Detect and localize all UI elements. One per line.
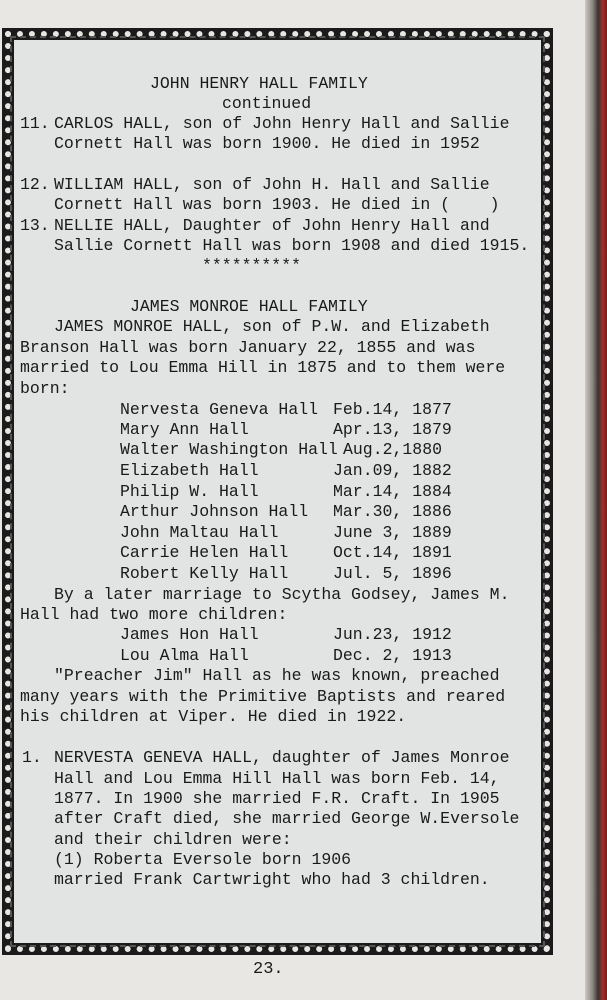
child-date: Feb.14, 1877 bbox=[333, 400, 452, 419]
child-name: Arthur Johnson Hall bbox=[120, 502, 309, 521]
book-spine bbox=[585, 0, 607, 1000]
child-name: Lou Alma Hall bbox=[120, 646, 249, 665]
item-text: Cornett Hall was born 1903. He died in ( ) bbox=[54, 195, 500, 214]
section-title: JAMES MONROE HALL FAMILY bbox=[130, 297, 368, 316]
item-text: 1877. In 1900 she married F.R. Craft. In 1905 bbox=[54, 789, 500, 808]
child-date: Dec. 2, 1913 bbox=[333, 646, 452, 665]
section-title: JOHN HENRY HALL FAMILY bbox=[150, 74, 368, 93]
item-text: Cornett Hall was born 1900. He died in 1952 bbox=[54, 134, 480, 153]
paragraph-line: By a later marriage to Scytha Godsey, James M. bbox=[54, 585, 510, 604]
item-text: Sallie Cornett Hall was born 1908 and died 1915. bbox=[54, 236, 530, 255]
paragraph-line: born: bbox=[20, 379, 70, 398]
child-name: Elizabeth Hall bbox=[120, 461, 259, 480]
separator: ********** bbox=[202, 256, 302, 275]
item-text: NERVESTA GENEVA HALL, daughter of James Monroe bbox=[54, 748, 510, 767]
child-name: John Maltau Hall bbox=[120, 523, 279, 542]
child-date: Mar.30, 1886 bbox=[333, 502, 452, 521]
paragraph-line: Branson Hall was born January 22, 1855 and was bbox=[20, 338, 476, 357]
section-subtitle: continued bbox=[222, 94, 312, 113]
item-number: 13. bbox=[20, 216, 50, 235]
item-text: and their children were: bbox=[54, 830, 292, 849]
child-name: Nervesta Geneva Hall bbox=[120, 400, 319, 419]
child-name: Mary Ann Hall bbox=[120, 420, 249, 439]
item-text: Hall and Lou Emma Hill Hall was born Feb. 14, bbox=[54, 769, 500, 788]
item-text: NELLIE HALL, Daughter of John Henry Hall and bbox=[54, 216, 490, 235]
page-number: 23. bbox=[253, 960, 284, 979]
child-name: Carrie Helen Hall bbox=[120, 543, 289, 562]
child-name: Walter Washington Hall bbox=[120, 440, 338, 459]
item-text: WILLIAM HALL, son of John H. Hall and Sallie bbox=[54, 175, 490, 194]
item-number: 1. bbox=[22, 748, 42, 767]
child-date: June 3, 1889 bbox=[333, 523, 452, 542]
item-text: CARLOS HALL, son of John Henry Hall and Sallie bbox=[54, 114, 510, 133]
child-date: Jan.09, 1882 bbox=[333, 461, 452, 480]
child-name: Philip W. Hall bbox=[120, 482, 259, 501]
paragraph-line: Hall had two more children: bbox=[20, 605, 288, 624]
item-number: 12. bbox=[20, 175, 50, 194]
paragraph-line: JAMES MONROE HALL, son of P.W. and Elizabeth bbox=[54, 317, 490, 336]
paragraph-line: "Preacher Jim" Hall as he was known, preached bbox=[54, 666, 500, 685]
paragraph-line: married to Lou Emma Hill in 1875 and to them were bbox=[20, 358, 506, 377]
child-date: Apr.13, 1879 bbox=[333, 420, 452, 439]
child-date: Oct.14, 1891 bbox=[333, 543, 452, 562]
child-name: Robert Kelly Hall bbox=[120, 564, 289, 583]
child-date: Jul. 5, 1896 bbox=[333, 564, 452, 583]
child-date: Aug.2,1880 bbox=[343, 440, 443, 459]
paragraph-line: many years with the Primitive Baptists and reared bbox=[20, 687, 506, 706]
paragraph-line: his children at Viper. He died in 1922. bbox=[20, 707, 407, 726]
child-name: James Hon Hall bbox=[120, 625, 259, 644]
item-text: married Frank Cartwright who had 3 children. bbox=[54, 870, 490, 889]
item-text: after Craft died, she married George W.Eversole bbox=[54, 809, 520, 828]
child-date: Mar.14, 1884 bbox=[333, 482, 452, 501]
child-date: Jun.23, 1912 bbox=[333, 625, 452, 644]
item-number: 11. bbox=[20, 114, 50, 133]
item-text: (1) Roberta Eversole born 1906 bbox=[54, 850, 352, 869]
